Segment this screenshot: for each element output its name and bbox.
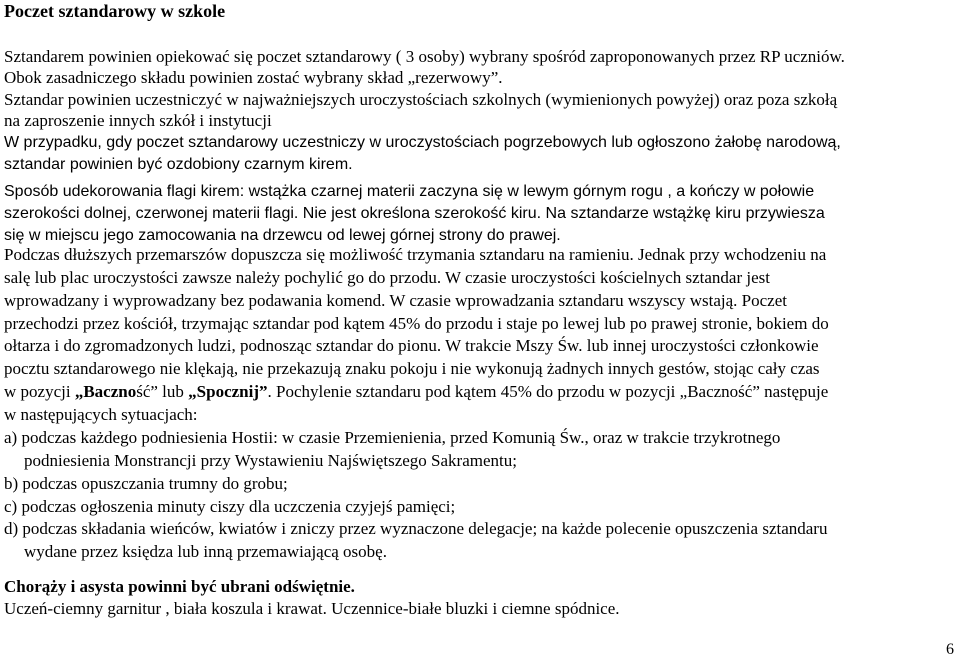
- text-span: ść” lub: [136, 382, 189, 401]
- text-line: Podczas dłuższych przemarszów dopuszcza się możliwość trzymania sztandaru na ramieniu. Jednak przy wchodzeniu na: [4, 245, 827, 264]
- list-item: c) podczas ogłoszenia minuty ciszy dla uczczenia czyjejś pamięci;: [4, 497, 456, 516]
- chorazy-heading: [4, 576, 355, 597]
- text-line: Obok zasadniczego składu powinien zostać wybrany skład „rezerwowy”.: [4, 68, 503, 87]
- text-line: W przypadku, gdy poczet sztandarowy uczestniczy w uroczystościach pogrzebowych lub ogłoszono żałobę narodową,: [4, 134, 841, 151]
- text-line: Sztandarem powinien opiekować się poczet sztandarowy ( 3 osoby) wybrany spośród zaproponowanych przez RP uczniów.: [4, 47, 845, 66]
- bold-span: więtnie.: [298, 577, 355, 596]
- list-item-continuation: wydane przez księdza lub inną przemawiającą osobę.: [24, 542, 387, 561]
- text-line: sztandar powinien być ozdobiony czarnym kirem.: [4, 156, 353, 173]
- text-line: pocztu sztandarowego nie klękają, nie przekazują znaku pokoju i nie wykonują żadnych innych gestów, stojąc cały czas: [4, 359, 820, 378]
- bold-span: ć ubrani od: [208, 577, 293, 596]
- text-line: Sztandar powinien uczestniczyć w najważniejszych uroczystościach szkolnych (wymienionych powyżej) oraz poza szkołą: [4, 90, 838, 109]
- list-item: a) podczas każdego podniesienia Hostii: w czasie Przemienienia, przed Komunią Św., oraz w trakcie trzykrotnego: [4, 428, 781, 447]
- bold-span: „Baczno: [74, 382, 137, 401]
- list-item-continuation: podniesienia Monstrancji przy Wystawieniu Najświętszego Sakramentu;: [24, 451, 517, 470]
- page-number: 6: [946, 641, 954, 658]
- text-line: Sposób udekorowania flagi kirem: wstążka czarnej materii zaczyna się w lewym górnym rogu , a kończy w połowie: [4, 183, 815, 200]
- bold-span: ś: [292, 577, 299, 596]
- list-item: b) podczas opuszczania trumny do grobu;: [4, 474, 288, 493]
- text-line: ołtarza i do zgromadzonych ludzi, podnosząc sztandar do pionu. W trakcie Mszy Św. lub innej uroczystości członkowie: [4, 336, 819, 355]
- bold-span: Chorąży i asysta powinni by: [4, 577, 209, 596]
- text-line: szerokości dolnej, czerwonej materii flagi. Nie jest określona szerokość kiru. Na sztandarze wstążkę kiru przywiesza: [4, 205, 825, 222]
- text-line: wprowadzany i wyprowadzany bez podawania komend. W czasie wprowadzania sztandaru wszyscy wstają. Poczet: [4, 291, 787, 310]
- text-line: przechodzi przez kościół, trzymając sztandar pod kątem 45% do przodu i staje po lewej lub po prawej stronie, bokiem do: [4, 314, 829, 333]
- text-line: w następujących sytuacjach:: [4, 405, 198, 424]
- text-line-pozycji: [4, 381, 828, 402]
- text-line: salę lub plac uroczystości zawsze należy pochylić go do przodu. W czasie uroczystości kościelnych sztandar jest: [4, 268, 770, 287]
- text-span: w pozycji: [4, 382, 75, 401]
- document-title: Poczet sztandarowy w szkole: [4, 1, 226, 21]
- text-line: Uczeń-ciemny garnitur , biała koszula i krawat. Uczennice-białe bluzki i ciemne spódnice.: [4, 599, 620, 618]
- text-line: się w miejscu jego zamocowania na drzewcu od lewej górnej strony do prawej.: [4, 227, 561, 244]
- text-line: na zaproszenie innych szkół i instytucji: [4, 111, 272, 130]
- text-span: . Pochylenie sztandaru pod kątem 45% do przodu w pozycji „Baczność” następuje: [267, 382, 829, 401]
- bold-span: „Spocznij”: [188, 382, 268, 401]
- list-item: d) podczas składania wieńców, kwiatów i zniczy przez wyznaczone delegacje; na każde polecenie opuszczenia sztandaru: [4, 519, 828, 538]
